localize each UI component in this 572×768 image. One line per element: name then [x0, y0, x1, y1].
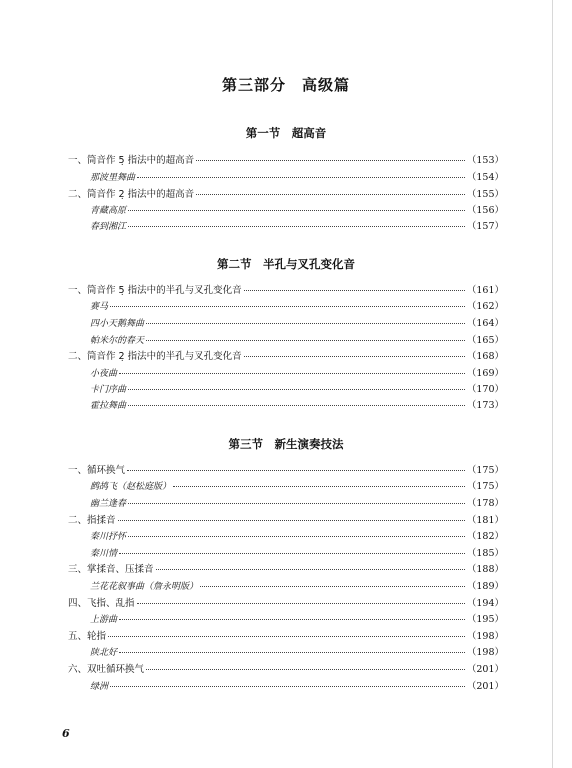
toc-entry-label: 秦川情: [90, 549, 118, 559]
dot-leader: [119, 372, 465, 374]
section-title: 第一节 超高音: [245, 126, 327, 140]
toc-entry-label: 二、筒音作 2̣ 指法中的半孔与叉孔变化音: [68, 351, 242, 362]
toc-entry[interactable]: [90, 546, 504, 562]
toc-entry-page: （198）: [466, 631, 504, 642]
toc-entry[interactable]: [68, 513, 504, 529]
toc-entry[interactable]: [68, 596, 504, 612]
toc-entry-label: 赛马: [90, 302, 109, 312]
toc-entry[interactable]: [68, 349, 504, 365]
toc-entry-label: 上游曲: [90, 615, 118, 625]
toc-entry-page: （194）: [466, 598, 504, 609]
toc-entry-label: 陕北好: [90, 648, 118, 658]
toc-entry[interactable]: [68, 187, 504, 203]
toc-entry-page: （162）: [466, 301, 504, 312]
toc-entry-label: 那波里舞曲: [90, 173, 136, 183]
page-number: 6: [62, 727, 70, 740]
toc-entry-label: 秦川抒怀: [90, 532, 127, 542]
dot-leader: [244, 289, 465, 291]
toc-entry[interactable]: [90, 170, 504, 186]
dot-leader: [137, 602, 465, 604]
toc-entry[interactable]: [90, 316, 504, 332]
toc-entry[interactable]: [90, 612, 504, 628]
toc-entry[interactable]: [68, 662, 504, 678]
toc-entry[interactable]: [90, 479, 504, 495]
toc-entry[interactable]: [90, 496, 504, 512]
toc-entry-page: （201）: [466, 664, 504, 675]
toc-entry[interactable]: [90, 203, 504, 219]
toc-entry-page: （161）: [466, 285, 504, 296]
dot-leader: [110, 685, 465, 687]
dot-leader: [128, 535, 465, 537]
toc-entry-page: （175）: [466, 465, 504, 476]
toc-entry-label: 五、轮指: [68, 631, 107, 642]
toc-entry-label: 鹧鸪飞（赵松庭版）: [90, 482, 172, 492]
dot-leader: [156, 568, 465, 570]
toc-entry-label: 一、筒音作 5̣ 指法中的超高音: [68, 155, 195, 166]
toc-entry[interactable]: [90, 645, 504, 661]
toc-entry[interactable]: [90, 679, 504, 695]
dot-leader: [128, 502, 465, 504]
toc-entry[interactable]: [68, 283, 504, 299]
dot-leader: [128, 225, 465, 227]
section-title: 第二节 半孔与叉孔变化音: [217, 257, 355, 271]
toc-entry-page: （155）: [466, 189, 504, 200]
dot-leader: [118, 519, 465, 521]
toc-entry-label: 卡门序曲: [90, 385, 127, 395]
toc-entry-page: （185）: [466, 548, 504, 559]
dot-leader: [137, 176, 465, 178]
dot-leader: [128, 209, 465, 211]
dot-leader: [127, 469, 465, 471]
toc-entry-label: 兰花花叙事曲（詹永明版）: [90, 582, 199, 592]
dot-leader: [173, 485, 465, 487]
toc-entry[interactable]: [68, 153, 504, 169]
page-title: 第三部分 高级篇: [221, 76, 350, 94]
toc-entry-label: 四、飞指、乱指: [68, 598, 135, 609]
dot-leader: [146, 668, 465, 670]
dot-leader: [146, 339, 465, 341]
toc-entry-page: （201）: [466, 681, 504, 692]
dot-leader: [196, 193, 465, 195]
toc-entry-page: （164）: [466, 318, 504, 329]
dot-leader: [128, 404, 465, 406]
toc-entry-label: 六、双吐循环换气: [68, 664, 145, 675]
toc-entry-page: （188）: [466, 564, 504, 575]
toc-entry-page: （189）: [466, 581, 504, 592]
toc-entry-page: （178）: [466, 498, 504, 509]
toc-entry-label: 一、循环换气: [68, 465, 126, 476]
toc-entry-page: （154）: [466, 172, 504, 183]
toc-entry-page: （170）: [466, 384, 504, 395]
toc-entry-page: （175）: [466, 481, 504, 492]
toc-entry-label: 绿洲: [90, 682, 109, 692]
toc-entry-label: 二、指揉音: [68, 515, 116, 526]
toc-entry-label: 二、筒音作 2̣ 指法中的超高音: [68, 189, 195, 200]
toc-entry-label: 帕米尔的春天: [90, 336, 145, 346]
toc-entry[interactable]: [90, 333, 504, 349]
toc-entry-page: （168）: [466, 351, 504, 362]
toc-entry-page: （198）: [466, 647, 504, 658]
toc-entry-page: （181）: [466, 515, 504, 526]
dot-leader: [119, 651, 465, 653]
toc-entry-label: 一、筒音作 5̣ 指法中的半孔与叉孔变化音: [68, 285, 242, 296]
toc-entry-page: （157）: [466, 221, 504, 232]
dot-leader: [200, 585, 465, 587]
toc-entry-page: （169）: [466, 368, 504, 379]
toc-entry-label: 幽兰逢春: [90, 499, 127, 509]
toc-entry[interactable]: [90, 366, 504, 382]
dot-leader: [244, 355, 465, 357]
toc-entry[interactable]: [68, 562, 504, 578]
toc-entry-label: 四小天鹅舞曲: [90, 319, 145, 329]
toc-entry-page: （156）: [466, 205, 504, 216]
toc-entry[interactable]: [90, 382, 504, 398]
toc-entry[interactable]: [90, 529, 504, 545]
toc-entry[interactable]: [90, 299, 504, 315]
toc-entry[interactable]: [68, 463, 504, 479]
toc-entry-label: 小夜曲: [90, 369, 118, 379]
dot-leader: [146, 322, 465, 324]
toc-entry-label: 春到湘江: [90, 222, 127, 232]
toc-entry-label: 三、掌揉音、压揉音: [68, 564, 154, 575]
toc-entry-page: （173）: [466, 400, 504, 411]
toc-entry-page: （195）: [466, 614, 504, 625]
toc-entry-page: （182）: [466, 531, 504, 542]
dot-leader: [196, 159, 465, 161]
toc-entry[interactable]: [90, 398, 504, 414]
dot-leader: [128, 388, 465, 390]
dot-leader: [119, 552, 465, 554]
dot-leader: [108, 635, 465, 637]
page-edge-divider: [552, 0, 553, 768]
toc-entry-label: 青藏高原: [90, 206, 127, 216]
toc-entry-page: （153）: [466, 155, 504, 166]
toc-entry-page: （165）: [466, 335, 504, 346]
toc-entry[interactable]: [68, 629, 504, 645]
toc-entry[interactable]: [90, 219, 504, 235]
dot-leader: [119, 618, 465, 620]
dot-leader: [110, 305, 465, 307]
toc-entry-label: 霍拉舞曲: [90, 401, 127, 411]
section-title: 第三节 新生演奏技法: [228, 437, 344, 451]
toc-entry[interactable]: [90, 579, 504, 595]
